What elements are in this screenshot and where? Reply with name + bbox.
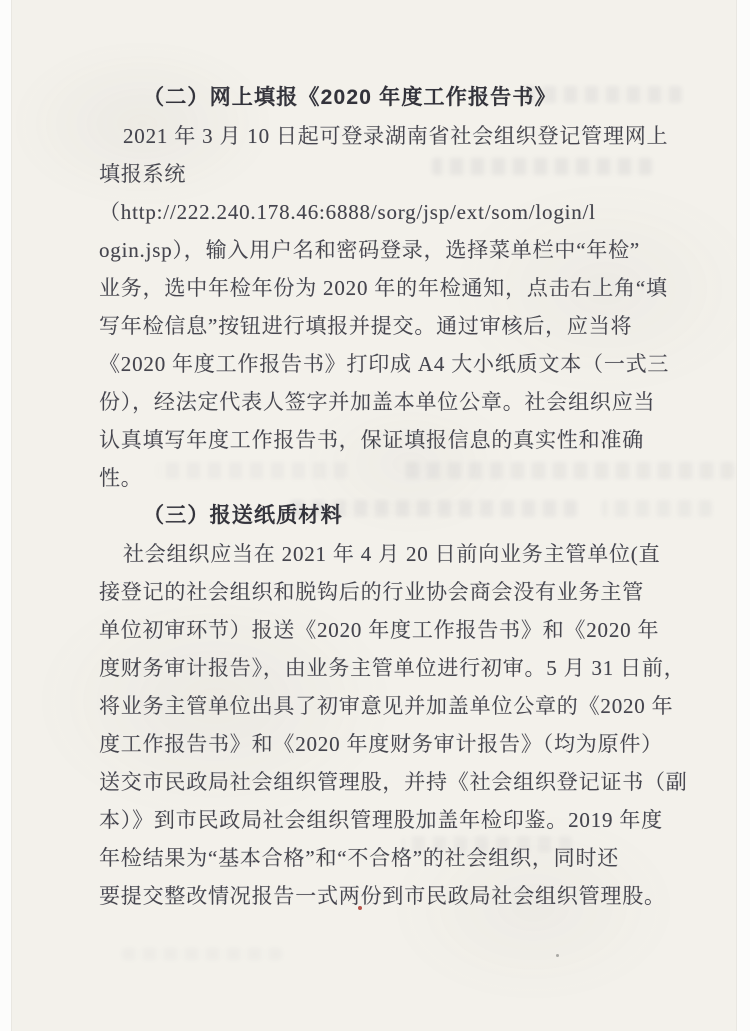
document-content <box>99 79 688 915</box>
text-line: 本）》到市民政局社会组织管理股加盖年检印鉴。2019 年度 <box>99 808 663 832</box>
text-line: 性。 <box>99 466 143 490</box>
text-line: 社会组织应当在 2021 年 4 月 20 日前向业务主管单位(直 <box>123 542 661 566</box>
text-line: ogin.jsp），输入用户名和密码登录，选择菜单栏中“年检” <box>99 238 641 262</box>
bleed-through-smudge <box>122 948 282 960</box>
text-line: 业务，选中年检年份为 2020 年的年检通知，点击右上角“填 <box>99 276 668 300</box>
text-line: 份），经法定代表人签字并加盖本单位公章。社会组织应当 <box>99 390 656 414</box>
text-line: 将业务主管单位出具了初审意见并加盖单位公章的《2020 年 <box>99 694 674 718</box>
text-line: 度工作报告书》和《2020 年度财务审计报告》（均为原件） <box>99 732 663 756</box>
text-line: 接登记的社会组织和脱钩后的行业协会商会没有业务主管 <box>99 580 644 604</box>
section-body <box>99 117 670 497</box>
text-line: 度财务审计报告》，由业务主管单位进行初审。5 月 31 日前， <box>99 656 686 680</box>
text-line: 年检结果为“基本合格”和“不合格”的社会组织，同时还 <box>99 846 620 870</box>
text-line: 单位初审环节）报送《2020 年度工作报告书》和《2020 年 <box>99 618 660 642</box>
gray-dust-speck <box>556 954 559 957</box>
text-line: （http://222.240.178.46:6888/sorg/jsp/ext/som/login/l <box>99 200 596 224</box>
text-line: 送交市民政局社会组织管理股，并持《社会组织登记证书（副 <box>99 770 688 794</box>
section-heading: （三）报送纸质材料 <box>143 504 343 527</box>
text-line: 写年检信息”按钮进行填报并提交。通过审核后，应当将 <box>99 314 633 338</box>
text-line: 要提交整改情况报告一式两份到市民政局社会组织管理股。 <box>99 884 666 908</box>
section-heading: （二）网上填报《2020 年度工作报告书》 <box>143 86 557 109</box>
section-online-filing <box>99 79 670 497</box>
text-line: 认真填写年度工作报告书，保证填报信息的真实性和准确 <box>99 428 644 452</box>
text-line: 《2020 年度工作报告书》打印成 A4 大小纸质文本（一式三 <box>99 352 670 376</box>
section-paper-materials <box>99 497 688 915</box>
text-line: 填报系统 <box>99 162 187 186</box>
text-line: 2021 年 3 月 10 日起可登录湖南省社会组织登记管理网上 <box>123 124 669 148</box>
section-body <box>99 535 688 915</box>
